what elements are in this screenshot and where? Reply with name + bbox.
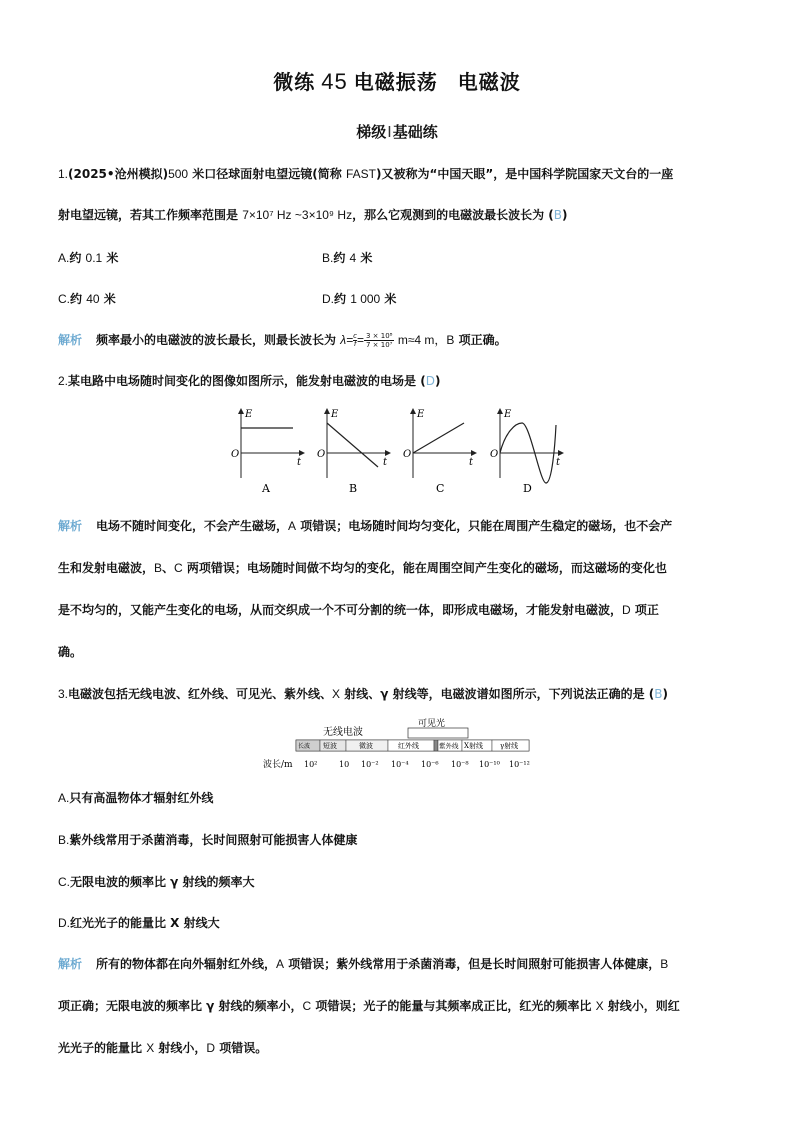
q3-analysis-line-1: 解析 所有的物体都在向外辐射红外线，A 项错误；紫外线常用于杀菌消毒，但是长时间照射可能损害人体健康，B [58,957,669,971]
tick-3: 10⁻⁴ [391,760,409,769]
graph-b-x-label: t [383,457,388,468]
q1-option-c: C.约 40 米 [58,292,116,306]
q3-option-c: C.无限电波的频率比 γ 射线的频率大 [58,875,255,889]
visible-light-box [408,728,468,738]
frequency-range: 7×10⁷ Hz ~3×10⁹ Hz [242,208,353,222]
graph-b-label: B [349,482,358,495]
tick-1: 10 [339,760,350,769]
spectrum-radio-label: 无线电波 [323,727,363,738]
fraction-c-over-f: $\frac{c}{f}$ [353,332,357,348]
spectrum-visible-label: 可见光 [418,719,446,729]
title-topic-1: 电磁振荡 [353,70,438,94]
subtitle-level: 梯级 [356,123,387,141]
q2-analysis-line-2: 生和发射电磁波，B、C 两项错误；电场随时间做不均匀的变化，能在周围空间产生变化的磁场，而这磁场的变化也 [58,561,667,575]
q2-analysis-line-3: 是不均匀的，又能产生变化的电场，从而交织成一个不可分割的统一体，即形成电磁场，才能发射电磁波，D 项正 [58,603,659,617]
q1-option-a: A.约 0.1 米 [58,251,119,265]
analysis-tag: 解析 [58,519,83,533]
band-label-ir: 红外线 [398,742,419,750]
q1-answer: B [553,208,562,222]
graph-a [231,409,304,495]
q3-option-a: A.只有高温物体才辐射红外线 [58,791,214,805]
q1-analysis: 解析 频率最小的电磁波的波长最长，则最长波长为 λ= $\frac{c}{f}=$ $\frac{\text{3 × 10⁸}}{\text{7 × 10⁷}}$ m≈4 m，B 项正确。 [58,332,507,349]
q3-analysis-line-3: 光光子的能量比 X 射线小，D 项错误。 [58,1041,268,1055]
graph-c-label: C [436,482,445,495]
graph-a-origin: O [231,449,240,460]
title-topic-2: 电磁波 [457,70,521,94]
fraction-value: $\frac{\text{3 × 10⁸}}{\text{7 × 10⁷}}$ [366,332,393,349]
graph-b-line [327,423,378,467]
q1-option-d: D.约 1 000 米 [322,292,397,306]
graph-d-y-label: E [504,409,512,420]
analysis-tag: 解析 [58,333,83,347]
q1-line-1: 1.(2025•沧州模拟)500 米口径球面射电望远镜(简称 FAST)又被称为“中国天眼”，是中国科学院国家天文台的一座 [58,167,674,181]
section-subtitle [0,121,794,142]
q3-analysis-line-2: 项正确；无限电波的频率比 γ 射线的频率小，C 项错误；光子的能量与其频率成正比，红光的频率比 X 射线小，则红 [58,999,680,1013]
graph-a-label: A [262,482,270,495]
band-visible [434,740,438,751]
band-label-gamma: γ射线 [500,742,519,750]
graph-c-line [413,423,464,453]
band-label-uv: 紫外线 [439,742,459,750]
band-label-x: X射线 [464,742,483,750]
q2-analysis-line-4: 确。 [58,645,83,659]
graph-d [490,409,563,495]
graph-c-origin: O [403,449,412,460]
graph-a-x-label: t [297,457,302,468]
graph-b-y-label: E [331,409,339,420]
title-number: 45 [321,69,348,94]
title-prefix: 微练 [273,70,316,94]
spectrum-figure [0,716,794,776]
analysis-tag: 解析 [58,957,83,971]
page-title [0,66,794,95]
subtitle-separator: Ⅰ [387,123,392,141]
q3-option-d: D.红光光子的能量比 X 射线大 [58,916,220,930]
tick-6: 10⁻¹⁰ [479,760,500,769]
graph-c [403,409,476,495]
subtitle-type: 基础练 [392,123,438,141]
spectrum-axis-label: 波长/m [263,760,293,770]
q2-stem: 2.某电路中电场随时间变化的图像如图所示，能发射电磁波的电场是 (D) [58,374,441,388]
band-label-short: 短波 [323,742,337,750]
graph-b [317,409,390,495]
graph-c-y-label: E [417,409,425,420]
tick-4: 10⁻⁶ [421,760,439,769]
q1-line-2: 射电望远镜，若其工作频率范围是 7×10⁷ Hz ~3×10⁹ Hz，那么它观测到的电磁波最长波长为 (B) [58,208,568,222]
graph-d-origin: O [490,449,499,460]
tick-0: 10² [304,760,318,769]
q3-answer: B [654,687,663,701]
graph-d-x-label: t [556,457,561,468]
q2-graphs-figure [0,405,794,505]
band-label-long: 长波 [298,743,311,750]
q1-option-b: B.约 4 米 [322,251,373,265]
q2-answer: D [425,374,435,388]
graph-b-origin: O [317,449,326,460]
tick-5: 10⁻⁸ [451,760,469,769]
q3-option-b: B.紫外线常用于杀菌消毒，长时间照射可能损害人体健康 [58,833,358,847]
tick-7: 10⁻¹² [509,760,530,769]
band-label-micro: 微波 [359,742,373,750]
graph-a-y-label: E [245,409,253,420]
graph-c-x-label: t [469,457,474,468]
q2-analysis-line-1: 解析 电场不随时间变化，不会产生磁场，A 项错误；电场随时间均匀变化，只能在周围产生稳定的磁场，也不会产 [58,519,673,533]
graph-d-label: D [523,482,532,495]
tick-2: 10⁻² [361,760,379,769]
q3-stem: 3.电磁波包括无线电波、红外线、可见光、紫外线、X 射线、γ 射线等，电磁波谱如图所示，下列说法正确的是 (B) [58,687,668,701]
